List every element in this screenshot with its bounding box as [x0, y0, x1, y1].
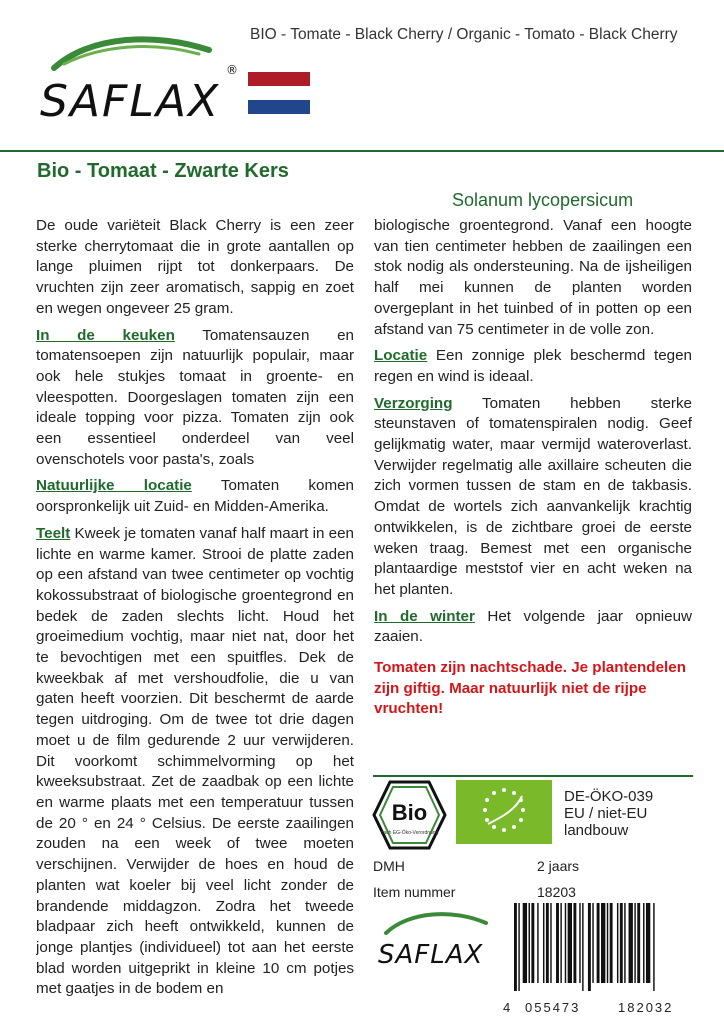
- barcode-bar: [565, 903, 566, 983]
- dmh-label: DMH: [373, 858, 405, 874]
- header-product-line: BIO - Tomate - Black Cherry / Organic - Tomato - Black Cherry: [250, 26, 678, 43]
- barcode-bar: [543, 903, 544, 983]
- barcode-bar: [592, 903, 593, 983]
- origin-heading: Natuurlijke locatie: [36, 477, 192, 495]
- barcode-bar: [643, 903, 644, 983]
- barcode-bar: [556, 903, 559, 983]
- barcode-group-2: 182032: [618, 1000, 674, 1015]
- location-text: Een zonnige plek beschermd tegen regen en wind is ideaal.: [374, 347, 692, 385]
- kitchen-section: [36, 326, 354, 471]
- barcode-bar: [518, 903, 519, 991]
- barcode-bar: [529, 903, 530, 983]
- certification-text: [564, 788, 653, 839]
- winter-section: [374, 607, 692, 648]
- barcode-bar: [607, 903, 608, 983]
- barcode-bar: [610, 903, 613, 983]
- barcode-bar: [617, 903, 618, 983]
- barcode-bar: [629, 903, 633, 983]
- latin-name: Solanum lycopersicum: [452, 190, 634, 210]
- brand-name-small: SAFLAX: [378, 940, 484, 970]
- care-text: Tomaten hebben sterke steunstaven of tomatenspiralen nodig. Geef gelijkmatig water, maar vermijd wateroverlast. Verwijder regelmatig alle axillaire scheuten die zich vormen tussen de stam en de takbasis. Omdat de wortels zich aanvankelijk krachtig ontwikkelen, is de zichtbare groei de eerste weken traag. Bemest met een organische plantaardige meststof vier en acht weken na het planten.: [374, 394, 692, 598]
- left-column: [36, 216, 354, 1024]
- barcode-bar: [550, 903, 551, 983]
- barcode-bar: [588, 903, 591, 991]
- location-section: [374, 346, 692, 387]
- barcode-bar: [514, 903, 517, 991]
- barcode: [500, 903, 695, 991]
- barcode-bar: [653, 903, 654, 991]
- bio-seal-text: Bio: [391, 800, 428, 825]
- barcode-bar: [646, 903, 650, 983]
- barcode-bar: [620, 903, 623, 983]
- origin-section: [36, 476, 354, 517]
- grow-text: Kweek je tomaten vanaf half maart in een lichte en warme kamer. Strooi de platte zaden op een afstand van twee centimeter op vochtig kokossubstraat of biologische groentegrond en bedek de zaden slechts licht. Houd het groeimedium vochtig, maar niet nat, door het te bevochtigen met een spuitfles. Dek de kweekbak af met vershoudfolie, die u van gaten heeft voorzien. Dit beschermt de aarde tegen uitdroging. Om de twee tot drie dagen moet u de film gedurende 2 uur verwijderen. Dit voorkomt schimmelvorming op het kweeksubstraat. Zet de zaadbak op een lichte en warme plaats met een temperatuur tussen de 20 ° en 24 ° Celsius. De eerste zaailingen zouden na een week of twee moeten verschijnen. Verwijder de hoes en houd de planten wat koeler bij veel licht zonder de brandende middagzon. Zodra het tweede bladpaar zich heeft ontwikkeld, kunnen de jonge plantjes (individueel) tot aan het eerste blad worden uitgeprikt in kleine 10 cm potjes met gaatjes in de bodem en: [36, 524, 354, 998]
- bio-seal-small: nach EG-Öko-Verordnung: [380, 830, 439, 836]
- item-number-value: 18203: [537, 884, 576, 900]
- barcode-bar: [573, 903, 576, 983]
- saflax-logo-small: [374, 905, 494, 973]
- barcode-bar: [568, 903, 572, 983]
- eu-organic-logo: [456, 780, 552, 844]
- barcode-bar: [523, 903, 527, 983]
- barcode-digit-first: 4: [503, 1000, 511, 1015]
- product-title: Bio - Tomaat - Zwarte Kers: [37, 160, 289, 182]
- grow-continued: biologische groentegrond. Vanaf een hoogte van tien centimeter hebben de zaailingen een stok nodig als ondersteuning. Na de ijsheiligen half mei kunnen de planten worden overgeplant in het tuinbed of in potten op een afstand van 75 centimeter in de volle zon.: [374, 217, 692, 338]
- barcode-bar: [560, 903, 561, 983]
- bio-seal-icon: [372, 780, 447, 850]
- barcode-bar: [537, 903, 538, 983]
- barcode-bar: [579, 903, 580, 983]
- barcode-bar: [624, 903, 625, 983]
- kitchen-heading: In de keuken: [36, 326, 175, 344]
- grow-section: [36, 524, 354, 1000]
- right-column: [374, 216, 692, 726]
- header-divider: [0, 150, 724, 152]
- location-heading: Locatie: [374, 347, 428, 365]
- eco-origin: EU / niet-EU: [564, 805, 648, 822]
- barcode-bar: [546, 903, 549, 983]
- barcode-bar: [634, 903, 635, 983]
- barcode-group-1: 055473: [525, 1000, 581, 1015]
- dmh-value: 2 jaars: [537, 858, 580, 874]
- kitchen-text: Tomatensauzen en tomatensoepen zijn natuurlijk populair, maar ook hele stukjes tomaat in groente- en vleespotten. Doorgeslagen tomaten zijn een ideale topping voor pizza. Tomaten zijn ook een essentieel onderdeel van veel ovenschotels voor pasta's, zoals: [36, 326, 354, 468]
- toxicity-warning: Tomaten zijn nachtschade. Je plantendelen zijn giftig. Maar natuurlijk niet de rijpe vruchten!: [374, 659, 686, 718]
- winter-heading: In de winter: [374, 607, 475, 625]
- care-section: [374, 394, 692, 601]
- eco-farming: landbouw: [564, 822, 629, 839]
- brand-name: SAFLAX: [40, 76, 221, 127]
- grow-heading: Teelt: [36, 524, 71, 542]
- barcode-bar: [531, 903, 534, 983]
- barcode-bar: [597, 903, 600, 983]
- registered-mark: ®: [226, 63, 238, 77]
- barcode-bar: [582, 903, 583, 991]
- item-number-label: Item nummer: [373, 884, 456, 900]
- saflax-logo: [34, 28, 239, 128]
- intro-paragraph: De oude variëteit Black Cherry is een zeer sterke cherrytomaat die in grote aantallen op lange pluimen rijpt tot donkerpaars. De vruchten zijn zeer aromatisch, sappig en zoet en wegen ongeveer 25 gram.: [36, 217, 354, 317]
- dutch-flag-icon: [248, 72, 310, 114]
- certification-divider: [373, 775, 693, 777]
- care-heading: Verzorging: [374, 394, 453, 412]
- origin-text: Tomaten komen oorspronkelijk uit Zuid- en Midden-Amerika.: [36, 477, 354, 516]
- barcode-bar: [601, 903, 605, 983]
- eco-code: DE-ÖKO-039: [564, 788, 654, 805]
- winter-text: Het volgende jaar opnieuw zaaien.: [374, 607, 692, 646]
- barcode-bar: [637, 903, 640, 983]
